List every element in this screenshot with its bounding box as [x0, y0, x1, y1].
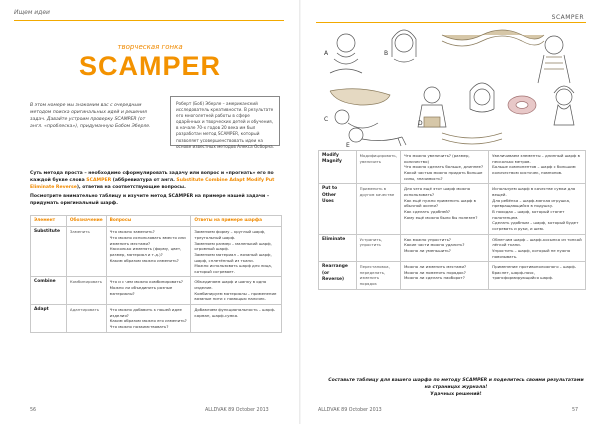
- magazine-issue-left: ALLDVAK 89 October 2013: [205, 408, 269, 413]
- figure-hood-scarf-two: [470, 83, 494, 112]
- scamper-table-right: [318, 150, 586, 290]
- table-row: [31, 227, 282, 277]
- figure-cowl: [508, 96, 536, 114]
- lead-prefix: Суть метода проста – необходимо сформулировать задачу или вопрос и «прогнать» его по каждой букве слова: [30, 171, 274, 184]
- figure-hand-scarf: [330, 89, 390, 128]
- cell-answers: Заменяем форму – круглый шарф, треугольный шарф. Заменяем размер – маленький шарф, огромный шарф. Заменяем материал – вязаный шарф, шарф, сплетённый из ткани. Можно использовать шарф для лица, который согревает.: [191, 227, 282, 277]
- closing-note: [325, 378, 587, 399]
- cell-questions: Что можно добавить к нашей идее изделия? Каким образом можно его изменить? Что можно позаимствовать?: [106, 305, 191, 333]
- cell-answers: Облегчим шарф – шарф-косынка из тонкой лёгкой ткани. Упростить – шарф, который не нужно повязывать.: [489, 234, 586, 262]
- figure-label-d: D: [418, 120, 423, 127]
- scarf-illustrations: [322, 25, 590, 149]
- cell-meaning: Заменить: [66, 227, 106, 277]
- page-number-right: 57: [572, 408, 579, 413]
- cell-answers: Применение противоположного – шарф-браслет, шарф-пояс, трансформирующийся шарф.: [489, 262, 586, 290]
- table-row: [319, 234, 586, 262]
- cell-meaning: Модифицировать, увеличить: [356, 151, 400, 184]
- cell-answers: Используем шарф в качестве сумки для вещей. Для ребёнка – шарф-мягкая игрушка, превращающийся в подушку. В походах – шарф, который станет полотенцем. Сделать удобным – шарф, который будет согревать и руки, и шею.: [489, 184, 586, 234]
- article-kicker: творческая гонка: [117, 43, 183, 51]
- cell-questions: Что и с чем можно комбинировать? Можно ли объединить разные материалы?: [106, 277, 191, 305]
- cell-element: Combine: [31, 277, 67, 305]
- figure-cap-scarf: [554, 86, 574, 125]
- table-row: [319, 151, 586, 184]
- cell-element: Substitute: [31, 227, 67, 277]
- figure-label-b: B: [384, 50, 389, 57]
- scamper-table-left: [30, 215, 282, 333]
- cell-answers: Добавляем функциональность – шарф-карман, шарф-сумка.: [191, 305, 282, 333]
- method-description: [30, 170, 282, 191]
- cell-meaning: Перестановка, переделать, изменить порядок: [356, 262, 400, 290]
- table-row: [319, 184, 586, 234]
- cell-meaning: Устранить, упростить: [356, 234, 400, 262]
- intro-paragraph: В этом номере мы знакомим вас с очередным методом поиска оригинальных идей и решения задач. Давайте устроим проверку SCAMPER (от англ. «проблеска»), придуманную Бобом Эберле.: [30, 103, 151, 129]
- figure-round-scarf: [330, 34, 362, 73]
- col-header-meaning: Обозначение: [66, 216, 106, 227]
- figure-long-scarf: [442, 30, 544, 46]
- closing-note-emphasis: Удачных решений!: [430, 391, 482, 397]
- header-rule-left: [14, 20, 284, 21]
- magazine-issue-right: ALLDVAK 89 October 2013: [318, 408, 382, 413]
- figure-tassel-scarf: [349, 128, 406, 146]
- cell-element: Adapt: [31, 305, 67, 333]
- cell-answers: Увеличиваем элементы – длинный шарф в несколько метров. Больше компонентов – шарф с большим количеством кисточек, помпонов.: [489, 151, 586, 184]
- article-title: SCAMPER: [78, 51, 221, 81]
- page-number-left: 56: [30, 408, 37, 413]
- figure-belt-scarf: [442, 133, 502, 144]
- cell-answers: Объединяем шарф и шапку в одно изделие. Комбинируем материалы – применение вязаные нити с помощью палочек.: [191, 277, 282, 305]
- section-header-left: Ищем идеи: [14, 9, 50, 16]
- lead-mid: (аббревиатура от англ.: [111, 178, 177, 184]
- table-row: [319, 262, 586, 290]
- cell-element: Rearrange (or Reverse): [319, 262, 357, 290]
- figure-label-c: C: [324, 116, 329, 123]
- lead-terms: Substitute Combine Adapt Modify Put Eliminate Reverse: [30, 178, 275, 191]
- lead-keyword: SCAMPER: [86, 178, 112, 184]
- cell-questions: Для чего ещё этот шарф можно использовать? Как ещё нужно применить шарф в обычной жизни? Как сделать удобней? Кому ещё можно было бы полезен?: [400, 184, 488, 234]
- cell-meaning: Применить в другом качестве: [356, 184, 400, 234]
- author-bio-box: Роберт (Боб) Эберле – американский исследователь креативности. В результате его многолетней работы в сфере одарённых и творческих детей и обучения, в начале 70-х годов 20 века им был разработан метод SCAMPER, который позволяет усовершенствовать идеи на основе известных методов Алекса Осборна.: [170, 96, 280, 146]
- cell-element: Put to Other Uses: [319, 184, 357, 234]
- table-intro: Посмотрите внимательно таблицу и изучите метод SCAMPER на примере нашей задачи – придумать оригинальный шарф.: [30, 194, 270, 207]
- cell-questions: Что можно заменить? Что можно использовать вместо или изменить местами? Насколько изменять (форму, цвет, размер, материал и т.д.)? Каким образом можно изменить?: [106, 227, 191, 277]
- figure-striped-scarf: [538, 36, 570, 83]
- lead-suffix: ), ответив на соответствующие вопросы.: [76, 185, 186, 191]
- section-header-right: SCAMPER: [551, 14, 584, 21]
- header-rule-right: [316, 22, 586, 23]
- figure-label-e: E: [346, 142, 350, 149]
- col-header-questions: Вопросы: [106, 216, 191, 227]
- table-row: [31, 277, 282, 305]
- cell-element: Modify Magnify: [319, 151, 357, 184]
- cell-questions: Что можно увеличить? (размер, количество) Что можно сделать больше, длиннее? Какой частью можно придать больше силы, значимость?: [400, 151, 488, 184]
- cell-meaning: Комбинировать: [66, 277, 106, 305]
- table-row: [31, 305, 282, 333]
- col-header-answers: Ответы на примере шарфа: [191, 216, 282, 227]
- col-header-element: Элемент: [31, 216, 67, 227]
- cell-questions: Можно ли изменить местами? Можно ли поменять порядок? Можно ли сделать наоборот?: [400, 262, 488, 290]
- closing-note-text: Составьте таблицу для вашего шарфа по методу SCAMPER и поделитесь своими результатами на страницах журнала!: [328, 378, 584, 390]
- cell-questions: Как можно упростить? Какие части можно удалить? Можно ли уменьшить?: [400, 234, 488, 262]
- figure-hooded-scarf: [392, 30, 416, 62]
- page-gutter: [299, 0, 301, 424]
- cell-element: Eliminate: [319, 234, 357, 262]
- cell-meaning: Адаптировать: [66, 305, 106, 333]
- figure-label-a: A: [324, 50, 329, 57]
